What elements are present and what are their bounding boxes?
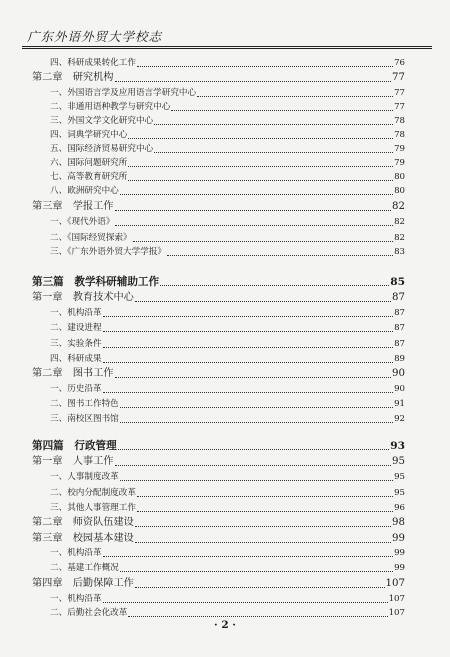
toc-entry-label: 一、机构沿革: [50, 594, 102, 604]
toc-entry-label: 八、欧洲研究中心: [50, 186, 119, 196]
toc-entry-label: 二、基建工作概况: [50, 563, 119, 573]
toc-entry-page: 78: [394, 116, 405, 126]
toc-entry-page: 90: [392, 368, 405, 379]
toc-entry-label: 二、建设进程: [50, 323, 102, 333]
dot-leader: [103, 392, 393, 393]
toc-entry-page: 85: [390, 276, 405, 288]
toc-section-entry: [50, 546, 405, 560]
dot-leader: [120, 480, 393, 481]
toc-section-entry: [50, 170, 405, 184]
toc-section-entry: [50, 561, 405, 575]
dot-leader: [135, 542, 391, 543]
toc-entry-page: 83: [394, 247, 405, 257]
toc-entry-page: 107: [385, 578, 405, 589]
toc-section-entry: [50, 412, 405, 426]
toc-entry-page: 77: [394, 88, 405, 98]
dot-leader: [135, 526, 391, 527]
dot-leader: [160, 285, 389, 286]
toc-chapter-entry: [32, 532, 405, 546]
toc-entry-label: 一、历史沿革: [50, 384, 102, 394]
dot-leader: [128, 616, 387, 617]
toc-entry-page: 89: [394, 354, 405, 364]
toc-entry-label: 第一章 人事工作: [32, 456, 114, 467]
toc-entry-label: 第三篇 教学科研辅助工作: [32, 276, 160, 288]
toc-section-entry: [50, 321, 405, 335]
dot-leader: [103, 362, 393, 363]
toc-entry-label: 三、《广东外语外贸大学学报》: [50, 247, 167, 257]
toc-section-entry: [50, 142, 405, 156]
dot-leader: [133, 241, 393, 242]
toc-entry-label: 二、《国际经贸探索》: [50, 233, 132, 243]
toc-entry-page: 80: [394, 186, 405, 196]
dot-leader: [137, 511, 393, 512]
toc-section-entry: [50, 56, 405, 70]
toc-entry-label: 第四篇 行政管理: [32, 440, 117, 452]
toc-section-entry: [50, 306, 405, 320]
toc-entry-label: 三、南校区图书馆: [50, 414, 119, 424]
toc-entry-label: 第四章 后勤保障工作: [32, 578, 134, 589]
toc-entry-label: 第三章 学报工作: [32, 201, 114, 212]
toc-entry-page: 95: [394, 472, 405, 482]
dot-leader: [171, 110, 393, 111]
toc-section-entry: [50, 184, 405, 198]
toc-section-entry: [50, 215, 405, 229]
toc-chapter-entry: [32, 516, 405, 530]
toc-entry-label: 六、国际问题研究所: [50, 158, 128, 168]
dot-leader: [154, 124, 393, 125]
toc-chapter-entry: [32, 200, 405, 214]
toc-entry-page: 107: [388, 594, 405, 604]
toc-entry-page: 77: [394, 102, 405, 112]
toc-entry-label: 三、外国文学文化研究中心: [50, 116, 154, 126]
toc-section-entry: [50, 470, 405, 484]
toc-entry-page: 87: [394, 308, 405, 318]
toc-entry-page: 95: [394, 488, 405, 498]
toc-entry-page: 79: [394, 158, 405, 168]
dot-leader: [128, 138, 393, 139]
toc-section-entry: [50, 128, 405, 142]
toc-entry-page: 99: [394, 563, 405, 573]
toc-section-entry: [50, 114, 405, 128]
toc-entry-page: 92: [394, 414, 405, 424]
dot-leader: [120, 407, 393, 408]
toc-entry-label: 一、外国语言学及应用语言学研究中心: [50, 88, 197, 98]
toc-entry-page: 77: [392, 72, 405, 83]
dot-leader: [115, 225, 393, 226]
toc-section-entry: [50, 397, 405, 411]
toc-entry-label: 二、图书工作特色: [50, 399, 119, 409]
page-number: · 2 ·: [214, 619, 236, 631]
toc-section-entry: [50, 352, 405, 366]
toc-part-entry: [32, 439, 405, 453]
toc-entry-page: 76: [394, 58, 405, 68]
dot-leader: [128, 180, 393, 181]
toc-entry-page: 82: [394, 233, 405, 243]
toc-entry-label: 第三章 校园基本建设: [32, 533, 134, 544]
toc-chapter-entry: [32, 71, 405, 85]
toc-section-entry: [50, 606, 405, 620]
toc-entry-label: 七、高等教育研究所: [50, 172, 128, 182]
toc-section-entry: [50, 592, 405, 606]
dot-leader: [135, 301, 391, 302]
dot-leader: [120, 571, 393, 572]
toc-entry-page: 93: [390, 440, 405, 452]
toc-entry-page: 99: [394, 548, 405, 558]
toc-section-entry: [50, 245, 405, 259]
dot-leader: [167, 255, 393, 256]
toc-entry-label: 第一章 教育技术中心: [32, 292, 134, 303]
toc-entry-page: 95: [392, 456, 405, 467]
dot-leader: [115, 81, 392, 82]
dot-leader: [103, 602, 388, 603]
toc-chapter-entry: [32, 577, 405, 591]
toc-entry-label: 第二章 师资队伍建设: [32, 517, 134, 528]
dot-leader: [120, 422, 393, 423]
dot-leader: [197, 96, 393, 97]
toc-section-entry: [50, 501, 405, 515]
dot-leader: [103, 556, 393, 557]
toc-entry-page: 91: [394, 399, 405, 409]
toc-section-entry: [50, 100, 405, 114]
toc-chapter-entry: [32, 291, 405, 305]
dot-leader: [103, 316, 393, 317]
toc-entry-label: 一、机构沿革: [50, 548, 102, 558]
toc-chapter-entry: [32, 455, 405, 469]
dot-leader: [103, 347, 393, 348]
toc-entry-label: 一、《现代外语》: [50, 217, 115, 227]
toc-section-entry: [50, 486, 405, 500]
toc-entry-page: 98: [392, 517, 405, 528]
toc-entry-label: 四、词典学研究中心: [50, 130, 128, 140]
dot-leader: [154, 152, 393, 153]
toc-entry-page: 80: [394, 172, 405, 182]
dot-leader: [128, 166, 393, 167]
dot-leader: [137, 66, 393, 67]
dot-leader: [115, 377, 392, 378]
toc-entry-page: 96: [394, 503, 405, 513]
toc-section-entry: [50, 382, 405, 396]
toc-entry-page: 87: [394, 339, 405, 349]
toc-entry-page: 82: [394, 217, 405, 227]
toc-entry-page: 79: [394, 144, 405, 154]
toc-entry-label: 二、校内分配制度改革: [50, 488, 136, 498]
toc-entry-label: 一、机构沿革: [50, 308, 102, 318]
dot-leader: [115, 465, 392, 466]
dot-leader: [118, 449, 390, 450]
dot-leader: [137, 496, 393, 497]
toc-section-entry: [50, 337, 405, 351]
toc-chapter-entry: [32, 367, 405, 381]
toc-entry-page: 87: [392, 292, 405, 303]
toc-entry-label: 第二章 图书工作: [32, 368, 114, 379]
toc-entry-label: 一、人事制度改革: [50, 472, 119, 482]
dot-leader: [103, 331, 393, 332]
toc-entry-label: 第二章 研究机构: [32, 72, 114, 83]
toc-section-entry: [50, 156, 405, 170]
toc-entry-page: 99: [392, 533, 405, 544]
toc-entry-label: 五、国际经济贸易研究中心: [50, 144, 154, 154]
toc-entry-label: 二、非通用语种教学与研究中心: [50, 102, 171, 112]
toc-entry-label: 四、科研成果转化工作: [50, 58, 136, 68]
toc-entry-label: 三、实验条件: [50, 339, 102, 349]
toc-part-entry: [32, 275, 405, 289]
toc-entry-page: 90: [394, 384, 405, 394]
toc-entry-page: 87: [394, 323, 405, 333]
toc-entry-page: 78: [394, 130, 405, 140]
dot-leader: [135, 587, 385, 588]
toc-section-entry: [50, 231, 405, 245]
dot-leader: [115, 210, 392, 211]
toc-entry-label: 四、科研成果: [50, 354, 102, 364]
toc-entry-label: 三、其他人事管理工作: [50, 503, 136, 513]
toc-section-entry: [50, 86, 405, 100]
toc-entry-page: 82: [392, 201, 405, 212]
header-title: 广东外语外贸大学校志: [27, 29, 163, 44]
toc-entry-label: 二、后勤社会化改革: [50, 608, 128, 618]
dot-leader: [120, 194, 393, 195]
toc-entry-page: 107: [388, 608, 405, 618]
